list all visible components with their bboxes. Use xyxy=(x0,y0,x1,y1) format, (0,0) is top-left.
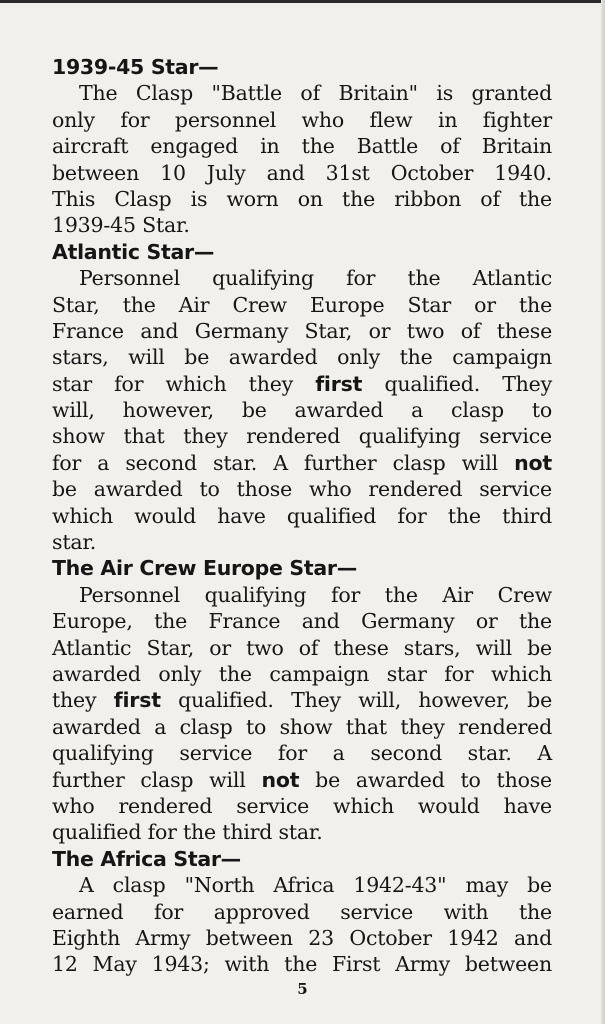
text-line xyxy=(52,899,552,925)
scan-edge-top xyxy=(0,0,605,3)
text-line xyxy=(52,371,552,397)
text-line xyxy=(52,80,552,106)
text-segment: stars, will be awarded only the campaign xyxy=(52,345,552,370)
text-line xyxy=(52,344,552,370)
text-segment: qualified. They will, however, be xyxy=(160,688,553,713)
text-segment: show that they rendered qualifying service xyxy=(52,424,552,449)
text-segment: be awarded to those xyxy=(299,767,552,792)
text-segment: earned for approved service with the xyxy=(52,899,552,924)
text-line xyxy=(52,925,552,951)
text-line xyxy=(52,265,552,291)
text-segment: This Clasp is worn on the ribbon of the xyxy=(52,186,552,211)
text-line xyxy=(52,872,552,898)
page-number: 5 xyxy=(297,980,308,998)
text-line xyxy=(52,635,552,661)
text-segment: Europe, the France and Germany or the xyxy=(52,609,552,634)
text-line xyxy=(52,608,552,634)
text-segment: which would have qualified for the third xyxy=(52,503,552,528)
text-line xyxy=(52,767,552,793)
text-line xyxy=(52,819,552,845)
text-segment: Personnel qualifying for the Atlantic xyxy=(79,266,552,291)
section xyxy=(52,555,552,845)
text-line xyxy=(52,133,552,159)
emphasis-word: not xyxy=(514,450,552,475)
text-segment: Star, the Air Crew Europe Star or the xyxy=(52,292,552,317)
text-line xyxy=(52,212,552,238)
text-segment: France and Germany Star, or two of these xyxy=(52,318,552,343)
emphasis-word: first xyxy=(315,371,363,396)
text-segment: will, however, be awarded a clasp to xyxy=(52,398,552,423)
text-segment: awarded a clasp to show that they rendered xyxy=(52,714,552,739)
text-line xyxy=(52,687,552,713)
text-line xyxy=(52,661,552,687)
text-segment: star for which they xyxy=(52,371,316,396)
text-line xyxy=(52,582,552,608)
section xyxy=(52,846,552,978)
emphasis-word: first xyxy=(113,688,161,713)
text-line xyxy=(52,450,552,476)
text-line xyxy=(52,529,552,555)
text-segment: Eighth Army between 23 October 1942 and xyxy=(52,925,552,950)
section xyxy=(52,239,552,556)
section-heading: The Air Crew Europe Star— xyxy=(52,556,357,581)
text-segment: star. xyxy=(52,530,97,555)
text-segment: 12 May 1943; with the First Army between xyxy=(52,952,552,977)
text-line xyxy=(52,397,552,423)
text-line xyxy=(52,714,552,740)
text-segment: between 10 July and 31st October 1940. xyxy=(52,160,552,185)
text-segment: Atlantic Star, or two of these stars, will be xyxy=(52,635,552,660)
text-segment: be awarded to those who rendered service xyxy=(52,477,552,502)
page-body xyxy=(52,54,552,978)
text-line xyxy=(52,793,552,819)
emphasis-word: not xyxy=(261,767,300,792)
section-heading: Atlantic Star— xyxy=(52,239,215,264)
section-heading: 1939-45 Star— xyxy=(52,55,219,79)
text-segment: awarded only the campaign star for which xyxy=(52,661,552,686)
text-segment: aircraft engaged in the Battle of Britain xyxy=(52,134,552,159)
text-segment: only for personnel who flew in fighter xyxy=(52,107,552,132)
text-segment: Personnel qualifying for the Air Crew xyxy=(79,582,552,607)
text-line xyxy=(52,318,552,344)
text-segment: further clasp will xyxy=(52,767,262,792)
text-line xyxy=(52,160,552,186)
text-line xyxy=(52,476,552,502)
text-segment: who rendered service which would have xyxy=(52,793,552,818)
text-segment: for a second star. A further clasp will xyxy=(52,450,515,475)
text-line xyxy=(52,107,552,133)
section xyxy=(52,54,552,239)
text-line xyxy=(52,951,552,977)
text-line xyxy=(52,292,552,318)
text-segment: qualified for the third star. xyxy=(52,820,323,845)
section-heading: The Africa Star— xyxy=(52,846,241,871)
text-line xyxy=(52,503,552,529)
scan-edge-right xyxy=(601,0,605,1024)
text-segment: they xyxy=(52,688,114,713)
text-segment: qualifying service for a second star. A xyxy=(52,741,552,766)
text-line xyxy=(52,740,552,766)
text-segment: qualified. They xyxy=(362,371,552,396)
text-line xyxy=(52,423,552,449)
text-line xyxy=(52,186,552,212)
text-segment: A clasp "North Africa 1942-43" may be xyxy=(79,873,552,898)
text-segment: 1939-45 Star. xyxy=(52,213,190,238)
text-segment: The Clasp "Battle of Britain" is granted xyxy=(79,81,552,106)
